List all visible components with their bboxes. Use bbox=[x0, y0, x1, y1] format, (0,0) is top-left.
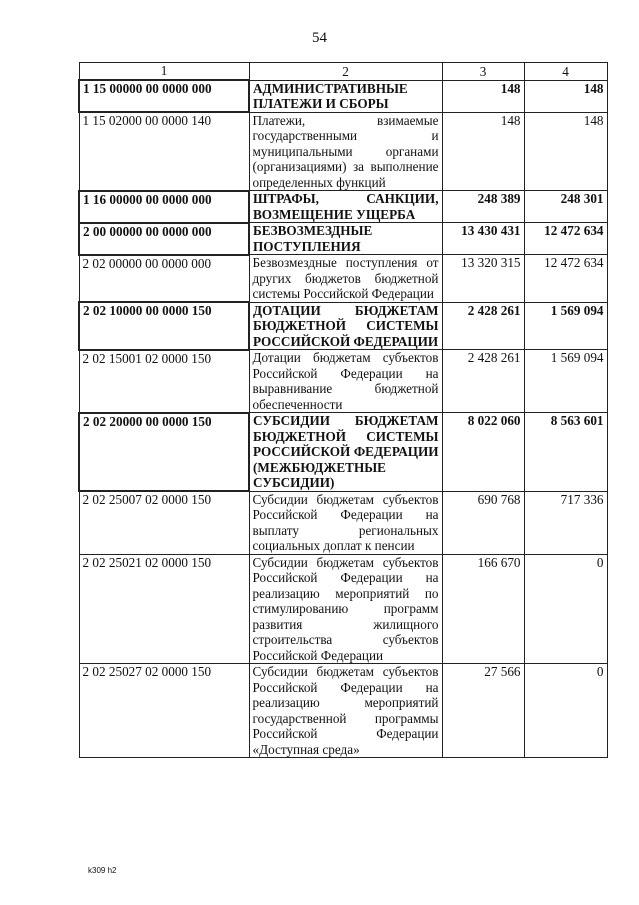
table-row bbox=[79, 255, 607, 303]
row-value-col3: 148 bbox=[442, 112, 524, 191]
table-row bbox=[79, 554, 607, 664]
row-value-col3: 27 566 bbox=[442, 664, 524, 758]
table-row bbox=[79, 413, 607, 492]
table-row bbox=[79, 664, 607, 758]
row-value-col3: 2 428 261 bbox=[442, 302, 524, 350]
row-value-col3: 690 768 bbox=[442, 491, 524, 554]
row-name-cell: ДОТАЦИИ БЮДЖЕТАМ БЮДЖЕТНОЙ СИСТЕМЫ РОССИЙСКОЙ ФЕДЕРАЦИИ bbox=[249, 302, 442, 350]
row-value-col4: 12 472 634 bbox=[524, 223, 607, 255]
row-code-cell: 1 15 02000 00 0000 140 bbox=[79, 112, 249, 191]
row-name-cell: Субсидии бюджетам субъектов Российской Федерации на реализацию мероприятий государственной программы Российской Федерации «Доступная среда» bbox=[249, 664, 442, 758]
page-number: 54 bbox=[312, 30, 327, 46]
table-body bbox=[79, 80, 607, 758]
header-col-1: 1 bbox=[79, 63, 249, 81]
row-value-col4: 148 bbox=[524, 112, 607, 191]
row-value-col3: 13 430 431 bbox=[442, 223, 524, 255]
table-row bbox=[79, 350, 607, 413]
row-value-col4: 8 563 601 bbox=[524, 413, 607, 492]
row-value-col4: 12 472 634 bbox=[524, 255, 607, 303]
row-name-cell: АДМИНИСТРАТИВНЫЕ ПЛАТЕЖИ И СБОРЫ bbox=[249, 80, 442, 112]
row-value-col3: 166 670 bbox=[442, 554, 524, 664]
row-value-col4: 0 bbox=[524, 554, 607, 664]
row-code-cell: 2 00 00000 00 0000 000 bbox=[79, 223, 249, 255]
row-code-cell: 1 15 00000 00 0000 000 bbox=[79, 80, 249, 112]
row-value-col3: 248 389 bbox=[442, 191, 524, 223]
row-code-cell: 2 02 25007 02 0000 150 bbox=[79, 491, 249, 554]
table-row bbox=[79, 112, 607, 191]
row-code-cell: 2 02 20000 00 0000 150 bbox=[79, 413, 249, 492]
table-row bbox=[79, 80, 607, 112]
row-name-cell: СУБСИДИИ БЮДЖЕТАМ БЮДЖЕТНОЙ СИСТЕМЫ РОССИЙСКОЙ ФЕДЕРАЦИИ (МЕЖБЮДЖЕТНЫЕ СУБСИДИИ) bbox=[249, 413, 442, 492]
row-code-cell: 2 02 10000 00 0000 150 bbox=[79, 302, 249, 350]
row-value-col4: 148 bbox=[524, 80, 607, 112]
row-value-col3: 2 428 261 bbox=[442, 350, 524, 413]
row-value-col4: 717 336 bbox=[524, 491, 607, 554]
row-value-col3: 8 022 060 bbox=[442, 413, 524, 492]
row-name-cell: БЕЗВОЗМЕЗДНЫЕ ПОСТУПЛЕНИЯ bbox=[249, 223, 442, 255]
row-name-cell: Субсидии бюджетам субъектов Российской Федерации на выплату региональных социальных доплат к пенсии bbox=[249, 491, 442, 554]
row-name-cell: Дотации бюджетам субъектов Российской Федерации на выравнивание бюджетной обеспеченности bbox=[249, 350, 442, 413]
table-row bbox=[79, 491, 607, 554]
row-code-cell: 1 16 00000 00 0000 000 bbox=[79, 191, 249, 223]
budget-revenue-table bbox=[78, 62, 608, 758]
row-value-col3: 13 320 315 bbox=[442, 255, 524, 303]
header-col-2: 2 bbox=[249, 63, 442, 81]
table-row bbox=[79, 302, 607, 350]
row-name-cell: ШТРАФЫ, САНКЦИИ, ВОЗМЕЩЕНИЕ УЩЕРБА bbox=[249, 191, 442, 223]
row-value-col4: 1 569 094 bbox=[524, 302, 607, 350]
row-code-cell: 2 02 00000 00 0000 000 bbox=[79, 255, 249, 303]
table-row bbox=[79, 191, 607, 223]
row-name-cell: Безвозмездные поступления от других бюджетов бюджетной системы Российской Федерации bbox=[249, 255, 442, 303]
row-code-cell: 2 02 25021 02 0000 150 bbox=[79, 554, 249, 664]
row-name-cell: Субсидии бюджетам субъектов Российской Федерации на реализацию мероприятий по стимулированию программ развития жилищного строительства субъектов Российской Федерации bbox=[249, 554, 442, 664]
row-code-cell: 2 02 15001 02 0000 150 bbox=[79, 350, 249, 413]
header-col-3: 3 bbox=[442, 63, 524, 81]
footer-code: k309 h2 bbox=[88, 866, 117, 875]
row-value-col4: 1 569 094 bbox=[524, 350, 607, 413]
row-value-col3: 148 bbox=[442, 80, 524, 112]
header-col-4: 4 bbox=[524, 63, 607, 81]
table-row bbox=[79, 223, 607, 255]
table-header-row bbox=[79, 63, 607, 81]
row-value-col4: 0 bbox=[524, 664, 607, 758]
row-value-col4: 248 301 bbox=[524, 191, 607, 223]
row-name-cell: Платежи, взимаемые государственными и муниципальными органами (организациями) за выполнение определенных функций bbox=[249, 112, 442, 191]
row-code-cell: 2 02 25027 02 0000 150 bbox=[79, 664, 249, 758]
